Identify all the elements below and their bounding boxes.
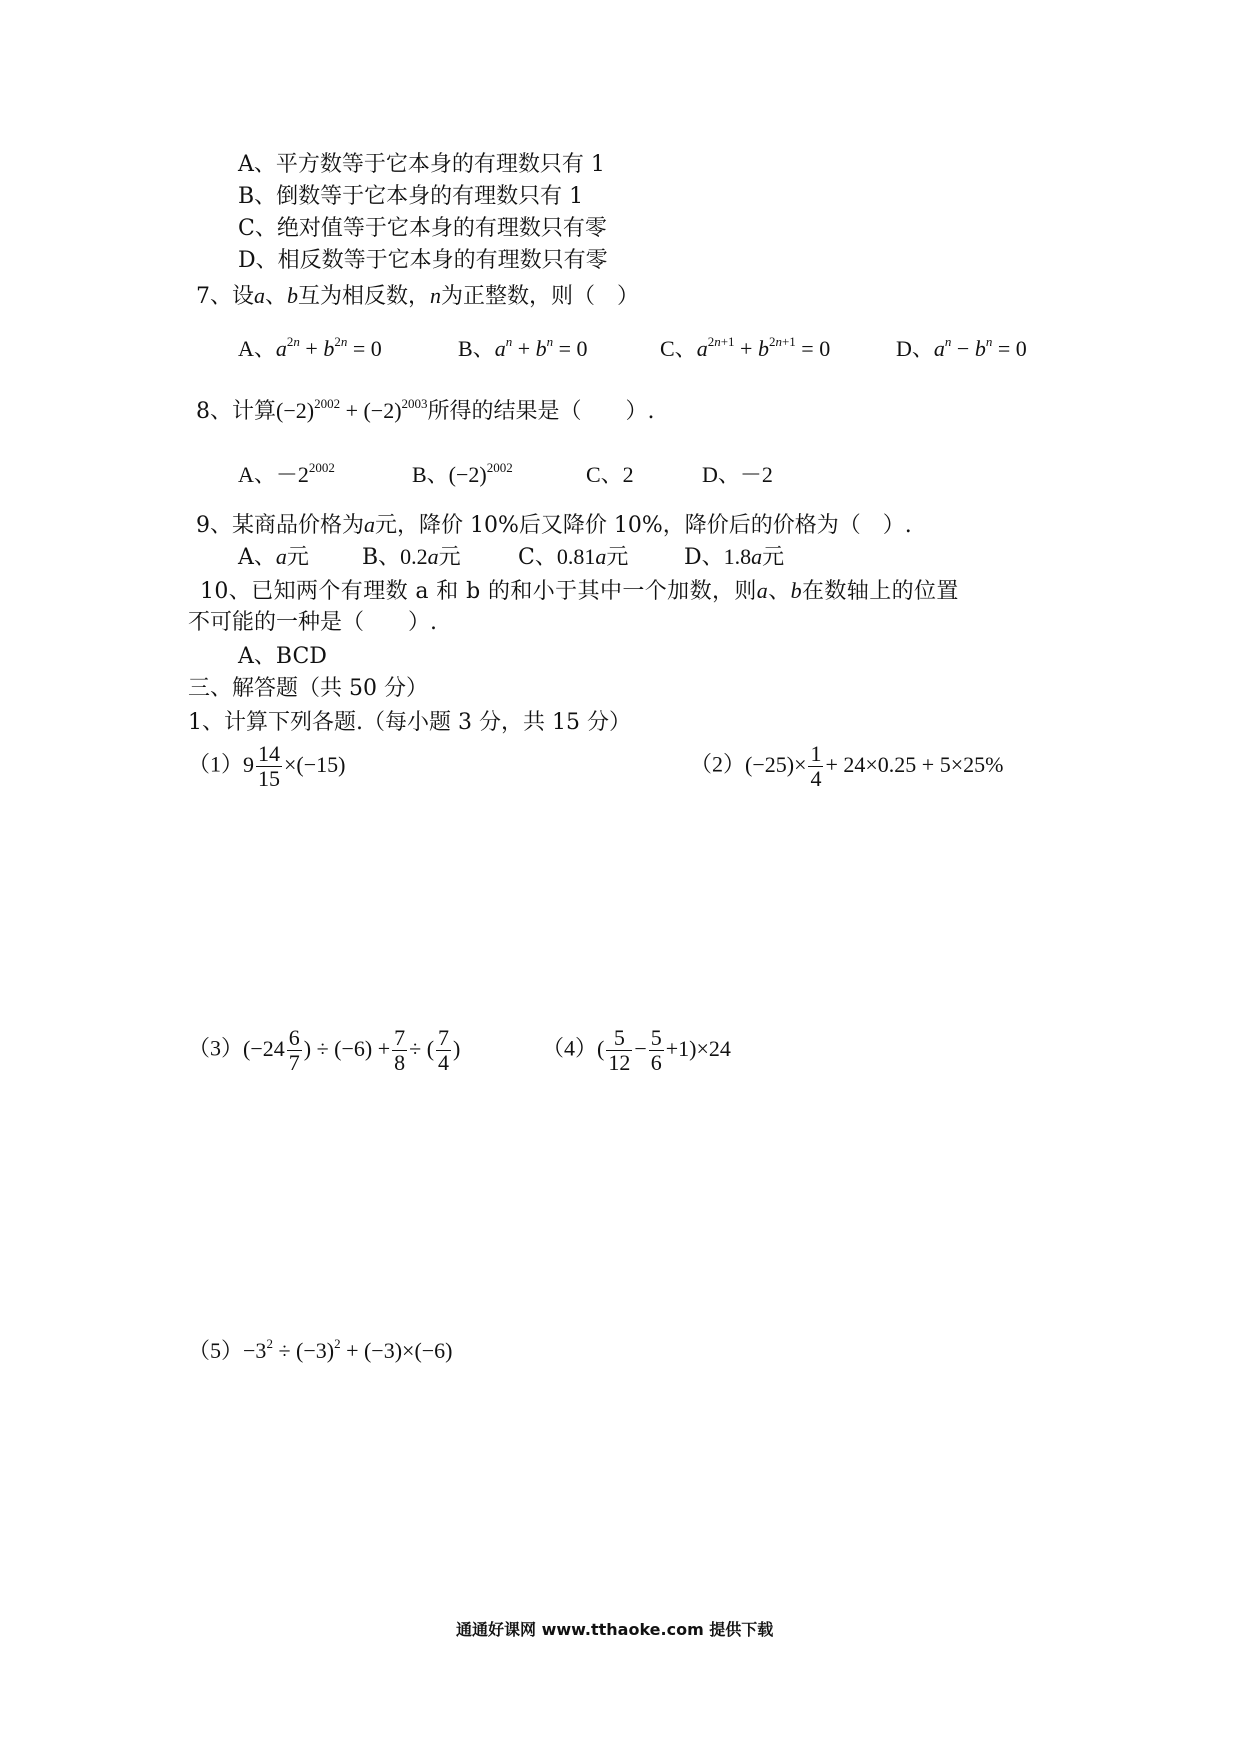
- problem-3: （3）(−24 $\frac{6}{7}$ ) ÷ (−6) + $\frac{7}{8}$ ÷ ( $\frac{7}{4}$ ): [188, 1025, 461, 1076]
- q8-stem: 8、计算$(-2)^{2002} + (-2)^{2003}$所得的结果是（ ）.: [196, 396, 655, 424]
- q7-option-c: C、$a^{2n+1} + b^{2n+1} = 0$: [660, 334, 831, 361]
- problem-4-formula: ( $\frac{5}{12}$ − $\frac{5}{6}$ +1)×24: [597, 1025, 731, 1076]
- q7-stem: 7、设a、b互为相反数，n为正整数，则（ ）: [196, 283, 640, 309]
- subsection-heading: 1、计算下列各题.（每小题 3 分，共 15 分）: [188, 710, 631, 735]
- q10-stem-line2: 不可能的一种是（ ）.: [188, 610, 437, 635]
- page-footer: 通通好课网 www.tthaoke.com 提供下载: [456, 1620, 774, 1639]
- q8-option-b: B、$(-2)^{2002}$: [412, 460, 513, 487]
- q7-option-c-formula: $a^{2n+1} + b^{2n+1} = 0$: [696, 334, 831, 361]
- problem-2-formula: (−25)× $\frac{1}{4}$ + 24×0.25 + 5×25%: [745, 741, 1004, 792]
- q10-stem-line1: 10、已知两个有理数 a 和 b 的和小于其中一个加数，则a、b在数轴上的位置: [200, 578, 959, 604]
- problem-3-formula: (−24 $\frac{6}{7}$ ) ÷ (−6) + $\frac{7}{8}$ ÷ ( $\frac{7}{4}$ ): [243, 1025, 461, 1076]
- q9-stem: 9、某商品价格为a元，降价 10%后又降价 10%，降价后的价格为（ ）.: [196, 512, 912, 538]
- q8-option-c: C、2: [586, 462, 634, 487]
- q6-option-d: D、相反数等于它本身的有理数只有零: [238, 248, 608, 273]
- q8-option-a: A、$-2^{2002}$: [238, 460, 335, 487]
- q8-option-d: D、－2: [702, 462, 773, 487]
- q7-option-b: B、$a^n + b^n = 0$: [458, 334, 588, 361]
- q7-option-b-formula: $a^n + b^n = 0$: [494, 334, 588, 361]
- q9-option-a: A、a元: [238, 544, 309, 570]
- q7-option-d: D、$a^n - b^n = 0$: [896, 334, 1027, 361]
- problem-4: （4）( $\frac{5}{12}$ − $\frac{5}{6}$ +1)×24: [542, 1025, 731, 1076]
- q6-option-b: B、倒数等于它本身的有理数只有 1: [238, 184, 584, 209]
- q6-option-a: A、平方数等于它本身的有理数只有 1: [238, 152, 605, 177]
- q9-option-b: B、0.2a元: [362, 544, 461, 570]
- q7-option-a-formula: $a^{2n} + b^{2n} = 0$: [275, 334, 382, 361]
- q7-option-a: A、$a^{2n} + b^{2n} = 0$: [238, 334, 382, 361]
- q6-option-c: C、绝对值等于它本身的有理数只有零: [238, 216, 607, 241]
- problem-1: （1）9 $\frac{14}{15}$ ×(−15): [188, 741, 346, 792]
- q9-option-c: C、0.81a元: [518, 544, 629, 570]
- section-heading: 三、解答题（共 50 分）: [188, 676, 428, 701]
- q10-answer: A、BCD: [238, 644, 327, 669]
- problem-2: （2）(−25)× $\frac{1}{4}$ + 24×0.25 + 5×25%: [690, 741, 1004, 792]
- problem-1-formula: 9 $\frac{14}{15}$ ×(−15): [243, 741, 346, 792]
- problem-5: $(5)-3^2 \div (-3)^2 + (-3)\times(-6)$: [188, 1336, 453, 1363]
- q9-option-d: D、1.8a元: [684, 544, 785, 570]
- problem-5-formula: $-3^2 \div (-3)^2 + (-3)\times(-6)$: [243, 1336, 453, 1363]
- q7-option-d-formula: $a^n - b^n = 0$: [933, 334, 1027, 361]
- q8-expression: $(-2)^{2002} + (-2)^{2003}$: [276, 396, 428, 423]
